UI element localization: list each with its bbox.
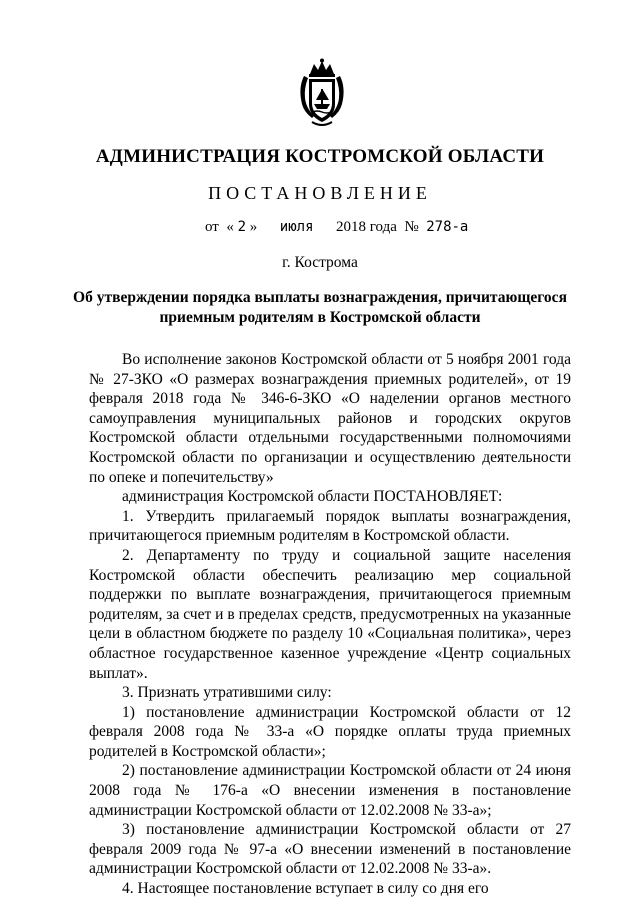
- organization-heading: АДМИНИСТРАЦИЯ КОСТРОМСКОЙ ОБЛАСТИ: [95, 146, 545, 167]
- date-day: 2: [237, 219, 247, 235]
- date-month: июля: [279, 219, 314, 235]
- clause-1-paragraph: 1. Утвердить прилагаемый порядок выплаты вознаграждения, причитающегося приемным родителям в Костромской области.: [89, 507, 571, 545]
- date-close-quote: »: [249, 219, 258, 235]
- document-title: Об утверждении порядка выплаты вознаграждения, причитающегося приемным родителям в Костромской области: [73, 289, 567, 326]
- clause-3-3-paragraph: 3) постановление администрации Костромской области от 27 февраля 2009 года № 97-а «О внесении изменений в постановление администрации Костромской области от 12.02.2008 № 33-а».: [89, 821, 571, 878]
- date-prefix: от «: [205, 219, 234, 235]
- clause-3-1-paragraph: 1) постановление администрации Костромской области от 12 февраля 2008 года № 33-а «О порядке оплаты труда приемных родителей в Костромской области»;: [89, 703, 571, 760]
- clause-3-paragraph: 3. Признать утратившими силу:: [122, 684, 332, 702]
- clause-2-paragraph: 2. Департаменту по труду и социальной защите населения Костромской области обеспечить реализацию мер социальной поддержки по выплате вознаграждения, причитающегося приемным родителям, за счет и в пределах средств, предусмотренных на указанные цели в областном бюджете по разделу 10 «Социальная политика», через областное государственное казенное учреждение «Центр социальных выплат».: [89, 546, 571, 682]
- document-dateline: [205, 219, 468, 236]
- document-body: [89, 350, 571, 899]
- preamble-paragraph: Во исполнение законов Костромской области от 5 ноября 2001 года № 27-ЗКО «О размерах вознаграждения приемных родителей», от 19 февраля 2018 года № 346-6-ЗКО «О наделении органов местного самоуправления муниципальных районов и городских округов Костромской области отдельными государственными полномочиями Костромской области по организации и осуществлению деятельности по опеке и попечительству»: [89, 351, 571, 486]
- date-year-text: 2018 года №: [336, 219, 419, 235]
- clause-4-paragraph: 4. Настоящее постановление вступает в силу со дня его: [122, 880, 489, 898]
- document-type-heading: ПОСТАНОВЛЕНИЕ: [208, 183, 432, 203]
- document-number: 278-а: [426, 219, 469, 235]
- clause-3-2-paragraph: 2) постановление администрации Костромской области от 24 июня 2008 года № 176-а «О внесении изменения в постановление администрации Костромской области от 12.02.2008 № 33-а»;: [89, 762, 571, 819]
- city-line: г. Кострома: [282, 254, 358, 271]
- coat-of-arms-icon: [292, 58, 352, 130]
- resolution-paragraph: администрация Костромской области ПОСТАНОВЛЯЕТ:: [122, 488, 503, 506]
